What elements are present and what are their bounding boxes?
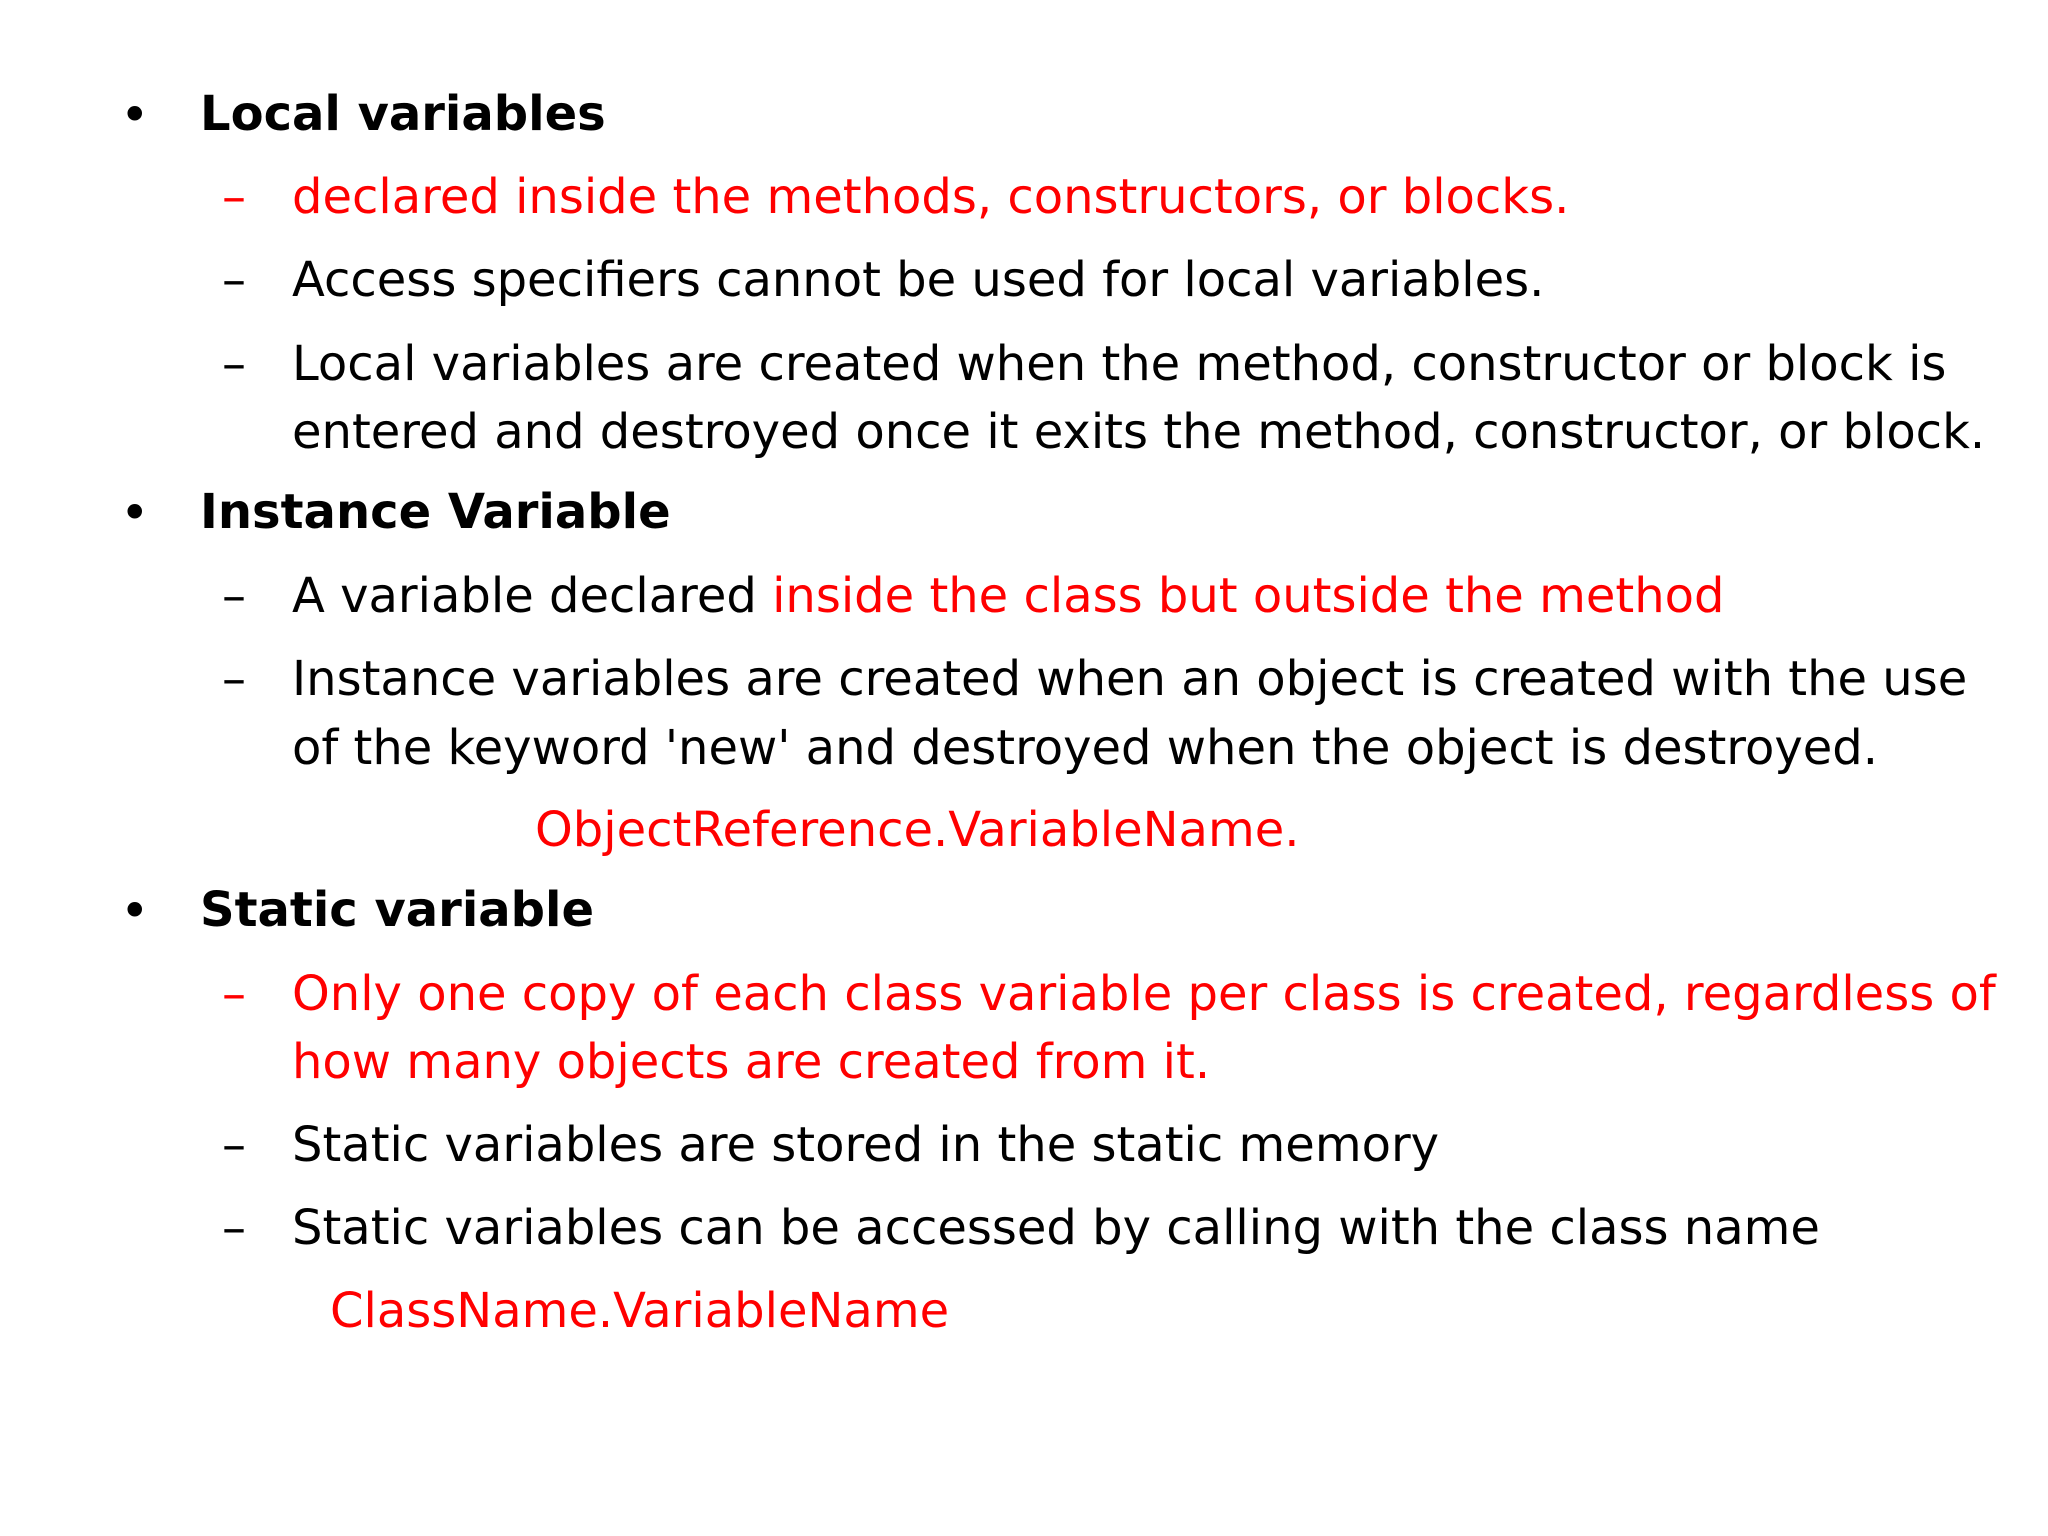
static-item-stored: Static variables are stored in the static memory bbox=[292, 1117, 1440, 1173]
dash-marker: – bbox=[222, 1200, 246, 1256]
bullet-dot: • bbox=[120, 484, 150, 542]
local-item-declared: declared inside the methods, constructors, or blocks. bbox=[292, 169, 1570, 225]
instance-item-created-2: of the keyword 'new' and destroyed when the object is destroyed. bbox=[292, 720, 1879, 776]
local-item-access: Access specifiers cannot be used for local variables. bbox=[292, 252, 1545, 308]
dash-marker: – bbox=[222, 966, 246, 1022]
static-item-copy-2: how many objects are created from it. bbox=[292, 1034, 1211, 1090]
static-item-accessed: Static variables can be accessed by calling with the class name bbox=[292, 1200, 1820, 1256]
local-item-created-2: entered and destroyed once it exits the method, constructor, or block. bbox=[292, 404, 1986, 460]
dash-marker: – bbox=[222, 336, 246, 392]
static-syntax: ClassName.VariableName bbox=[330, 1283, 950, 1339]
instance-item-created-1: Instance variables are created when an object is created with the use bbox=[292, 651, 1968, 707]
dash-marker: – bbox=[222, 252, 246, 308]
instance-syntax: ObjectReference.VariableName. bbox=[535, 802, 1300, 858]
bullet-dot: • bbox=[120, 882, 150, 940]
dash-marker: – bbox=[222, 651, 246, 707]
instance-item-declared bbox=[292, 568, 1725, 624]
instance-item-declared-plain: A variable declared bbox=[292, 568, 773, 624]
static-item-copy-1: Only one copy of each class variable per class is created, regardless of bbox=[292, 966, 1996, 1022]
dash-marker: – bbox=[222, 1117, 246, 1173]
section-heading-instance: Instance Variable bbox=[200, 484, 671, 540]
dash-marker: – bbox=[222, 568, 246, 624]
bullet-dot: • bbox=[120, 86, 150, 144]
dash-marker: – bbox=[222, 169, 246, 225]
section-heading-local: Local variables bbox=[200, 86, 606, 142]
instance-item-declared-highlight: inside the class but outside the method bbox=[772, 568, 1725, 624]
local-item-created-1: Local variables are created when the method, constructor or block is bbox=[292, 336, 1947, 392]
section-heading-static: Static variable bbox=[200, 882, 595, 938]
